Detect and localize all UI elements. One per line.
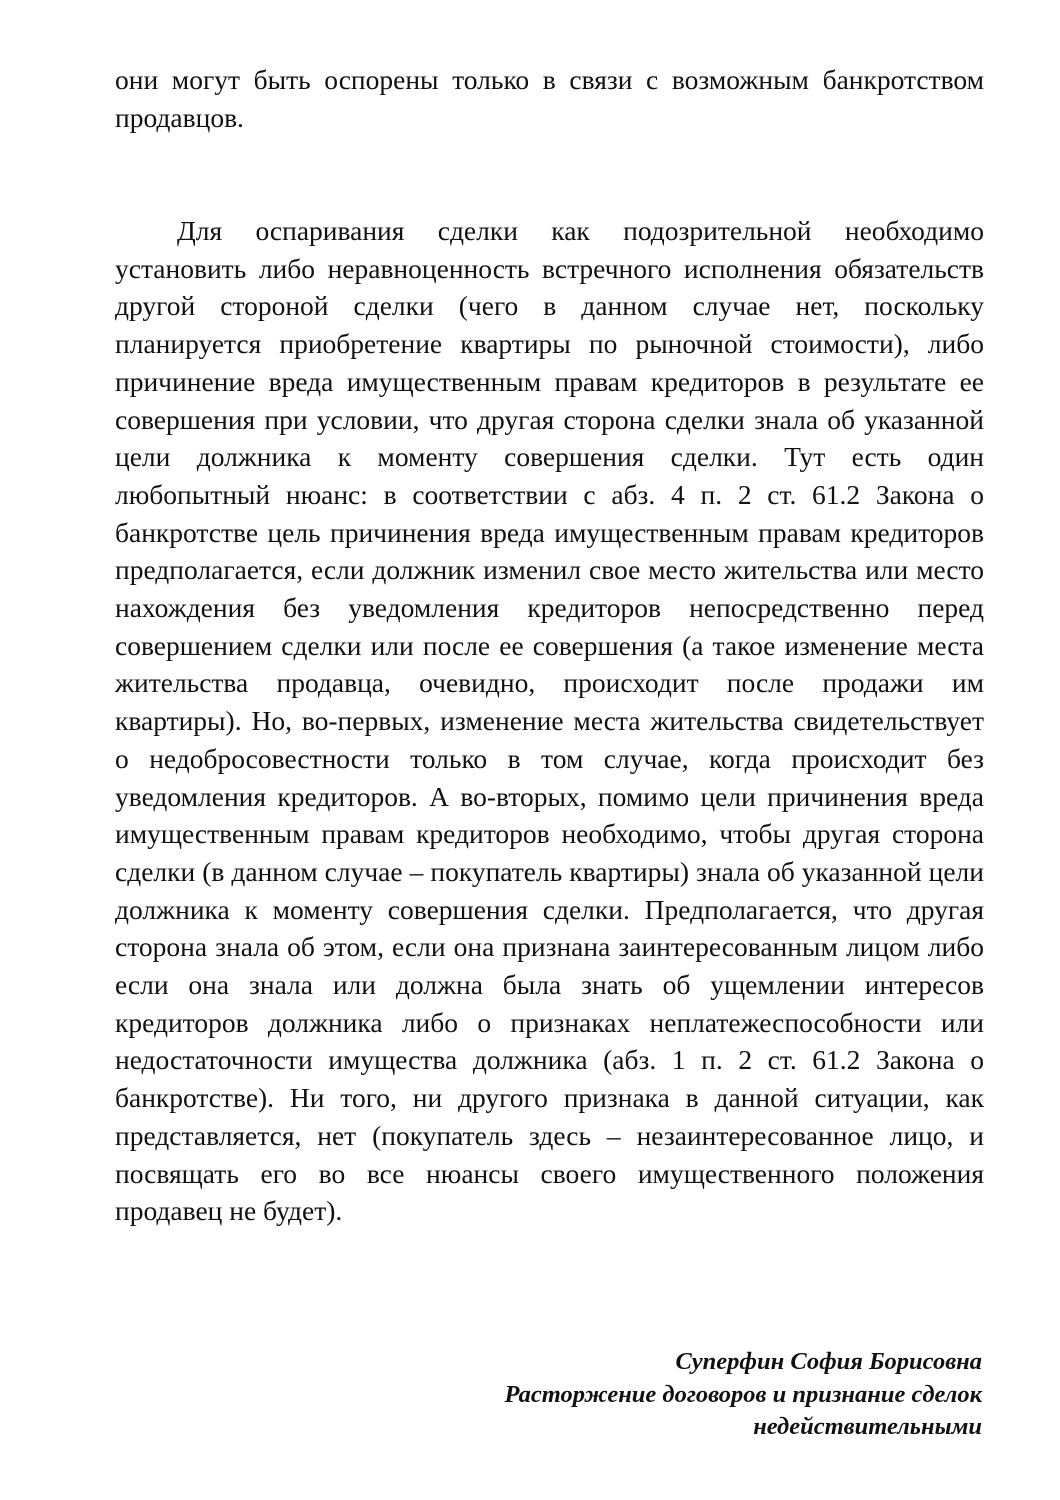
paragraph-continuation: они могут быть оспорены только в связи с возможным банкротством продавцов. (115, 64, 984, 133)
signature-author: Суперфин София Борисовна (675, 1348, 982, 1375)
signature-title-line-2: недействительными (753, 1413, 982, 1440)
signature-block (282, 1346, 982, 1444)
signature-title-line-1: Расторжение договоров и признание сделок (504, 1380, 982, 1408)
paragraph-main: Для оспаривания сделки как подозрительной необходимо установить либо неравноценность встречного исполнения обязательств другой стороной сделки (чего в данном случае нет, поскольку планируется приобретение квартиры по рыночной стоимости), либо причинение вреда имущественным правам кредиторов в результате ее совершения при условии, что другая сторона сделки знала об указанной цели должника к моменту совершения сделки. Тут есть один любопытный нюанс: в соответствии с абз. 4 п. 2 ст. 61.2 Закона о банкротстве цель причинения вреда имущественным правам кредиторов предполагается, если должник изменил свое место жительства или место нахождения без уведомления кредиторов непосредственно перед совершением сделки или после ее совершения (а такое изменение места жительства продавца, очевидно, происходит после продажи им квартиры). Но, во-первых, изменение места жительства свидетельствует о недобросовестности только в том случае, когда происходит без уведомления кредиторов. А во-вторых, помимо цели причинения вреда имущественным правам кредиторов необходимо, чтобы другая сторона сделки (в данном случае – покупатель квартиры) знала об указанной цели должника к моменту совершения сделки. Предполагается, что другая сторона знала об этом, если она признана заинтересованным лицом либо если она знала или должна была знать об ущемлении интересов кредиторов должника либо о признаках неплатежеспособности или недостаточности имущества должника (абз. 1 п. 2 ст. 61.2 Закона о банкротстве). Ни того, ни другого признака в данной ситуации, как представляется, нет (покупатель здесь – незаинтересованное лицо, и посвящать его во все нюансы своего имущественного положения продавец не будет). (115, 215, 984, 1227)
